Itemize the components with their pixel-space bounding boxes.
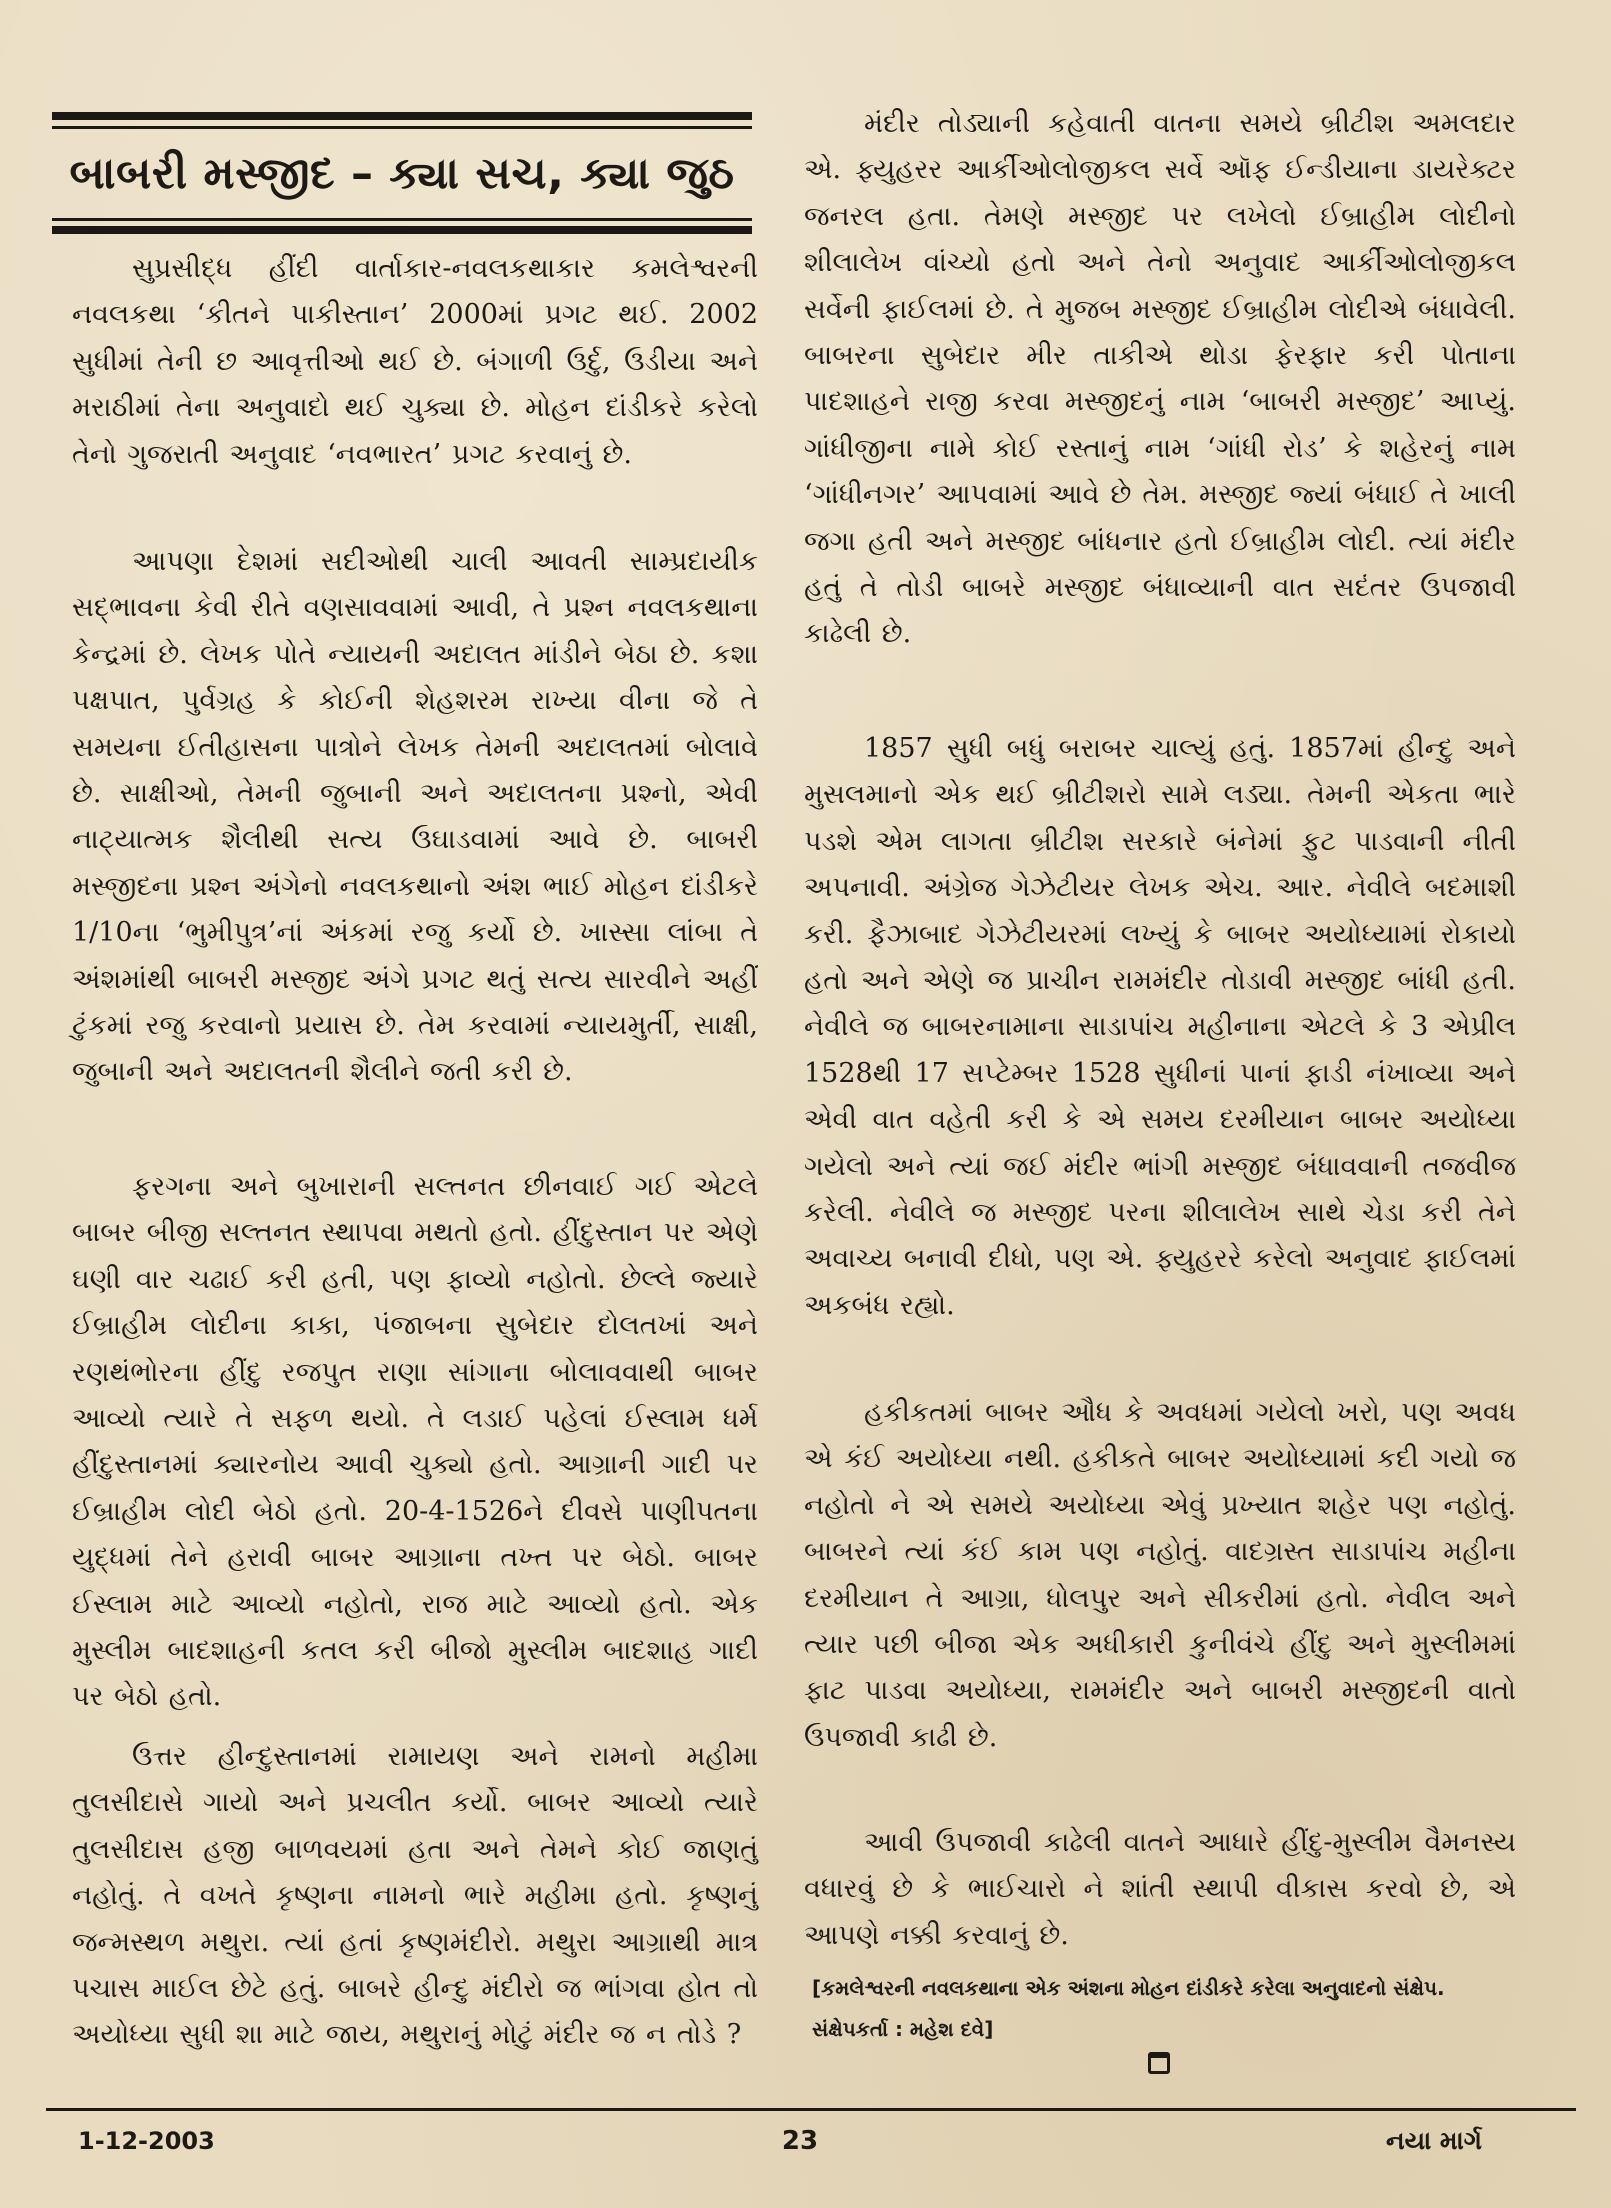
footer-rule [46,2108,1576,2111]
end-mark-icon [1148,2052,1170,2074]
magazine-name: નયા માર્ગ [1386,2126,1482,2155]
paragraph: ફરગના અને બુખારાની સલ્તનત છીનવાઈ ગઈ એટલે બાબર બીજી સલ્તનત સ્થાપવા મથતો હતો. હીંદુસ્તાન પર એણે ઘણી વાર ચઢાઈ કરી હતી, પણ ફાવ્યો નહોતો. છેલ્લે જ્યારે ઈબ્રાહીમ લોદીના કાકા, પંજાબના સુબેદાર દોલતખાં અને રણથંભોરના હીંદુ રજપુત રાણા સાંગાના બોલાવવાથી બાબર આવ્યો ત્યારે તે સફળ થયો. તે લડાઈ પહેલાં ઈસ્લામ ધર્મ હીંદુસ્તાનમાં ક્યારનોય આવી ચુક્યો હતો. આગ્રાની ગાદી પર ઈબ્રાહીમ લોદી બેઠો હતો. 20-4-1526ને દીવસે પાણીપતના યુદ્ધમાં તેને હરાવી બાબર આગ્રાના તખ્ત પર બેઠો. બાબર ઈસ્લામ માટે આવ્યો નહોતો, રાજ માટે આવ્યો હતો. એક મુસ્લીમ બાદશાહની કતલ કરી બીજો મુસ્લીમ બાદશાહ ગાદી પર બેઠો હતો. [72,1171,758,1713]
paragraph: સુપ્રસીદ્ધ હીંદી વાર્તાકાર-નવલકથાકાર કમલેશ્વરની નવલકથા ‘કીતને પાકીસ્તાન’ 2000માં પ્રગટ થઈ. 2002 સુધીમાં તેની છ આવૃત્તીઓ થઈ છે. બંગાળી ઉર્દુ, ઉડીયા અને મરાઠીમાં તેના અનુવાદો થઈ ચુક્યા છે. મોહન દાંડીકરે કરેલો તેનો ગુજરાતી અનુવાદ ‘નવભારત’ પ્રગટ કરવાનું છે. [72,253,758,470]
paragraph: આપણા દેશમાં સદીઓથી ચાલી આવતી સામ્પ્રદાયીક સદ્ભાવના કેવી રીતે વણસાવવામાં આવી, તે પ્રશ્ન નવલકથાના કેન્દ્રમાં છે. લેખક પોતે ન્યાયની અદાલત માંડીને બેઠા છે. કશા પક્ષપાત, પુર્વગ્રહ કે કોઈની શેહશરમ રાખ્યા વીના જે તે સમયના ઈતીહાસના પાત્રોને લેખક તેમની અદાલતમાં બોલાવે છે. સાક્ષીઓ, તેમની જુબાની અને અદાલતના પ્રશ્નો, એવી નાટ્યાત્મક શૈલીથી સત્ય ઉઘાડવામાં આવે છે. બાબરી મસ્જીદના પ્રશ્ન અંગેનો નવલકથાનો અંશ ભાઈ મોહન દાંડીકરે 1/10ના ‘ભુમીપુત્ર’નાં અંકમાં રજુ કર્યો છે. ખાસ્સા લાંબા તે અંશમાંથી બાબરી મસ્જીદ અંગે પ્રગટ થતું સત્ય સારવીને અહીં ટુંકમાં રજુ કરવાનો પ્રયાસ છે. તેમ કરવામાં ન્યાયમુર્તી, સાક્ષી, જુબાની અને અદાલતની શૈલીને જતી કરી છે. [72,546,759,1088]
paragraph: ઉત્તર હીન્દુસ્તાનમાં રામાયણ અને રામનો મહીમા તુલસીદાસે ગાયો અને પ્રચલીત કર્યો. બાબર આવ્યો ત્યારે તુલસીદાસ હજી બાળવયમાં હતા અને તેમને કોઈ જાણતું નહોતું. તે વખતે કૃષ્ણના નામનો ભારે મહીમા હતો. કૃષ્ણનું જન્મસ્થળ મથુરા. ત્યાં હતાં કૃષ્ણમંદીરો. મથુરા આગ્રાથી માત્ર પચાસ માઈલ છેટે હતું. બાબરે હીન્દુ મંદીરો જ ભાંગવા હોત તો અયોધ્યા સુધી શા માટે જાય, મથુરાનું મોટું મંદીર જ ન તોડે ? [72,1741,758,2051]
title-block [52,108,752,248]
translator-note: [કમલેશ્વરની નવલકથાના એક અંશના મોહન દાંડીકરે કરેલા અનુવાદનો સંક્ષેપ. સંક્ષેપકર્તા : મહેશ દવે] [812,1976,1445,2041]
footer-date: 1-12-2003 [78,2127,215,2155]
paragraph: 1857 સુધી બધું બરાબર ચાલ્યું હતું. 1857માં હીન્દુ અને મુસલમાનો એક થઈ બ્રીટીશરો સામે લડ્યા. તેમની એકતા ભારે પડશે એમ લાગતા બ્રીટીશ સરકારે બંનેમાં ફુટ પાડવાની નીતી અપનાવી. અંગ્રેજ ગેઝેટીયર લેખક એચ. આર. નેવીલે બદમાશી કરી. ફૈઝાબાદ ગેઝેટીયરમાં લખ્યું કે બાબર અયોધ્યામાં રોકાયો હતો અને એણે જ પ્રાચીન રામમંદીર તોડાવી મસ્જીદ બાંધી હતી. નેવીલે જ બાબરનામાના સાડાપાંચ મહીનાના એટલે કે 3 એપ્રીલ 1528થી 17 સપ્ટેમ્બર 1528 સુધીનાં પાનાં ફાડી નંખાવ્યા અને એવી વાત વહેતી કરી કે એ સમય દરમીયાન બાબર અયોધ્યા ગયેલો અને ત્યાં જઈ મંદીર ભાંગી મસ્જીદ બંધાવવાની તજવીજ કરેલી. નેવીલે જ મસ્જીદ પરના શીલાલેખ સાથે ચેડા કરી તેને અવાચ્ય બનાવી દીધો, પણ એ. ફ્યુહરરે કરેલો અનુવાદ ફાઈલમાં અકબંધ રહ્યો. [804,733,1516,1321]
paragraph: હકીકતમાં બાબર ઔધ કે અવધમાં ગયેલો ખરો, પણ અવધ એ કંઈ અયોધ્યા નથી. હકીકતે બાબર અયોધ્યામાં કદી ગયો જ નહોતો ને એ સમયે અયોધ્યા એવું પ્રખ્યાત શહેર પણ નહોતું. બાબરને ત્યાં કંઈ કામ પણ નહોતું. વાદગ્રસ્ત સાડાપાંચ મહીના દરમીયાન તે આગ્રા, ધોલપુર અને સીકરીમાં હતો. નેવીલ અને ત્યાર પછી બીજા એક અધીકારી કુનીવંચે હીંદુ અને મુસ્લીમમાં ફાટ પાડવા અયોધ્યા, રામમંદીર અને બાબરી મસ્જીદની વાતો ઉપજાવી કાઢી છે. [804,1397,1516,1753]
title-bottom-rule [52,226,752,234]
article-title: બાબરી મસ્જીદ – ક્યા સચ, ક્યા જુઠ [69,148,735,199]
paragraph: આવી ઉપજાવી કાઢેલી વાતને આધારે હીંદુ-મુસ્લીમ વૈમનસ્ય વધારવું છે કે ભાઈચારો ને શાંતી સ્થાપી વીકાસ કરવો છે, એ આપણે નક્કી કરવાનું છે. [804,1827,1516,1951]
title-top-rule [52,112,752,120]
paragraph: મંદીર તોડ્યાની કહેવાતી વાતના સમયે બ્રીટીશ અમલદાર એ. ફ્યુહરર આર્કીઓલોજીકલ સર્વે ઑફ ઈન્ડીયાના ડાયરેક્ટર જનરલ હતા. તેમણે મસ્જીદ પર લખેલો ઈબ્રાહીમ લોદીનો શીલાલેખ વાંચ્યો હતો અને તેનો અનુવાદ આર્કીઓલોજીકલ સર્વેની ફાઈલમાં છે. તે મુજબ મસ્જીદ ઈબ્રાહીમ લોદીએ બંધાવેલી. બાબરના સુબેદાર મીર તાકીએ થોડા ફેરફાર કરી પોતાના પાદશાહને રાજી કરવા મસ્જીદનું નામ ‘બાબરી મસ્જીદ’ આપ્યું. ગાંધીજીના નામે કોઈ રસ્તાનું નામ ‘ગાંધી રોડ’ કે શહેરનું નામ ‘ગાંધીનગર’ આપવામાં આવે છે તેમ. મસ્જીદ જ્યાં બંધાઈ તે ખાલી જગા હતી અને મસ્જીદ બાંધનાર હતો ઈબ્રાહીમ લોદી. ત્યાં મંદીર હતું તે તોડી બાબરે મસ્જીદ બંધાવ્યાની વાત સદંતર ઉપજાવી કાઢેલી છે. [804,108,1516,650]
title-top-thin-rule [52,126,752,129]
page-number: 23 [781,2126,819,2156]
title-bottom-thin-rule [52,218,752,221]
